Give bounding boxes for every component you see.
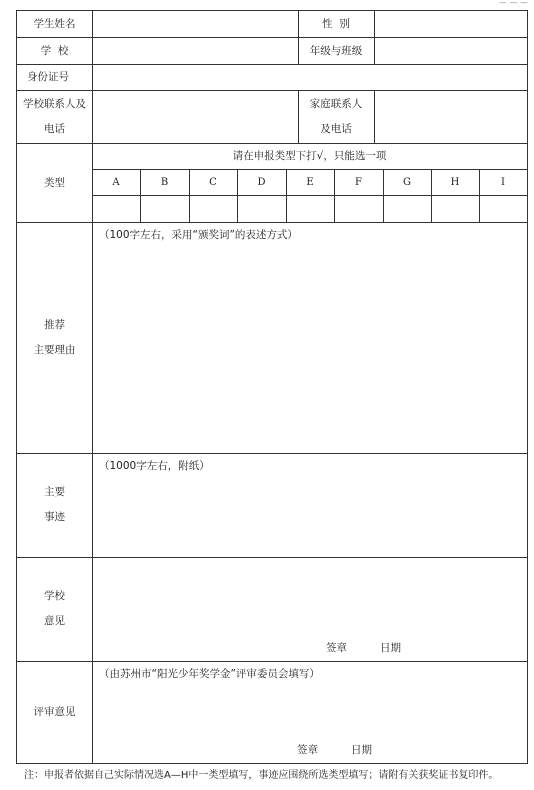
school-contact-label-line1: 学校联系人及	[23, 98, 86, 110]
type-checkbox-g[interactable]	[384, 196, 431, 222]
review-label: 评审意见	[33, 706, 76, 718]
type-label: 类型	[44, 177, 65, 189]
type-checkbox-c[interactable]	[190, 196, 237, 222]
type-checkbox-d[interactable]	[238, 196, 286, 222]
school-contact-field[interactable]	[93, 91, 298, 143]
deeds-field[interactable]	[93, 476, 527, 557]
grade-class-label: 年级与班级	[309, 45, 363, 57]
type-option-i: I	[501, 177, 505, 188]
type-option-d: D	[257, 177, 266, 188]
school-opinion-label-line1: 学校	[44, 590, 65, 602]
school-date-label: 日期	[380, 642, 401, 654]
application-form	[16, 10, 528, 764]
page-top-mark: — — —	[498, 0, 528, 7]
type-instruction: 请在申报类型下打√，只能选一项	[232, 150, 387, 162]
id-number-label: 身份证号	[27, 71, 69, 83]
school-contact-label-line2: 电话	[44, 123, 65, 135]
review-opinion-field[interactable]	[93, 683, 527, 739]
deeds-label-line2: 事迹	[44, 511, 65, 523]
gender-label: 性 别	[322, 18, 350, 30]
type-option-c: C	[209, 177, 217, 188]
recommend-label-line2: 主要理由	[33, 344, 76, 356]
row-line-5	[17, 222, 527, 223]
student-name-label: 学生姓名	[33, 18, 76, 30]
type-checkbox-h[interactable]	[432, 196, 479, 222]
family-contact-field[interactable]	[375, 91, 527, 143]
type-checkbox-b[interactable]	[141, 196, 189, 222]
deeds-hint: （1000字左右，附纸）	[99, 460, 210, 472]
type-instruction-line	[92, 169, 527, 170]
review-hint: （由苏州市“阳光少年奖学金”评审委员会填写）	[99, 668, 320, 680]
school-opinion-field[interactable]	[93, 558, 527, 636]
family-contact-label-line1: 家庭联系人	[309, 98, 363, 110]
type-option-b: B	[160, 177, 169, 188]
type-checkbox-f[interactable]	[335, 196, 383, 222]
recommend-hint: （100字左右，采用“颁奖词”的表述方式）	[99, 229, 298, 241]
school-field[interactable]	[93, 38, 298, 64]
family-contact-label-line2: 及电话	[320, 123, 352, 135]
type-option-a: A	[112, 177, 120, 188]
footer-note: 注：申报者依据自己实际情况选A—H中一类型填写，事迹应围绕所选类型填写；请附有关获奖证书复印件。	[24, 770, 499, 781]
type-option-e: E	[306, 177, 314, 188]
type-checkbox-a[interactable]	[93, 196, 140, 222]
row-line-4	[17, 143, 527, 144]
school-label: 学 校	[40, 45, 69, 57]
school-sign-label: 签章	[326, 642, 347, 654]
gender-field[interactable]	[375, 11, 527, 37]
deeds-label-line1: 主要	[44, 486, 65, 498]
school-opinion-label-line2: 意见	[44, 615, 65, 627]
student-name-field[interactable]	[93, 11, 298, 37]
review-date-label: 日期	[351, 744, 372, 756]
type-checkbox-i[interactable]	[480, 196, 527, 222]
id-number-field[interactable]	[93, 65, 527, 90]
row-line-6	[17, 453, 527, 454]
recommend-label-line1: 推荐	[44, 319, 65, 331]
review-sign-label: 签章	[297, 744, 318, 756]
grade-class-field[interactable]	[375, 38, 527, 64]
type-option-f: F	[355, 177, 362, 188]
type-option-h: H	[450, 177, 460, 188]
recommend-reason-field[interactable]	[93, 245, 527, 453]
type-option-g: G	[403, 177, 411, 188]
type-checkbox-e[interactable]	[287, 196, 334, 222]
row-line-8	[17, 661, 527, 662]
